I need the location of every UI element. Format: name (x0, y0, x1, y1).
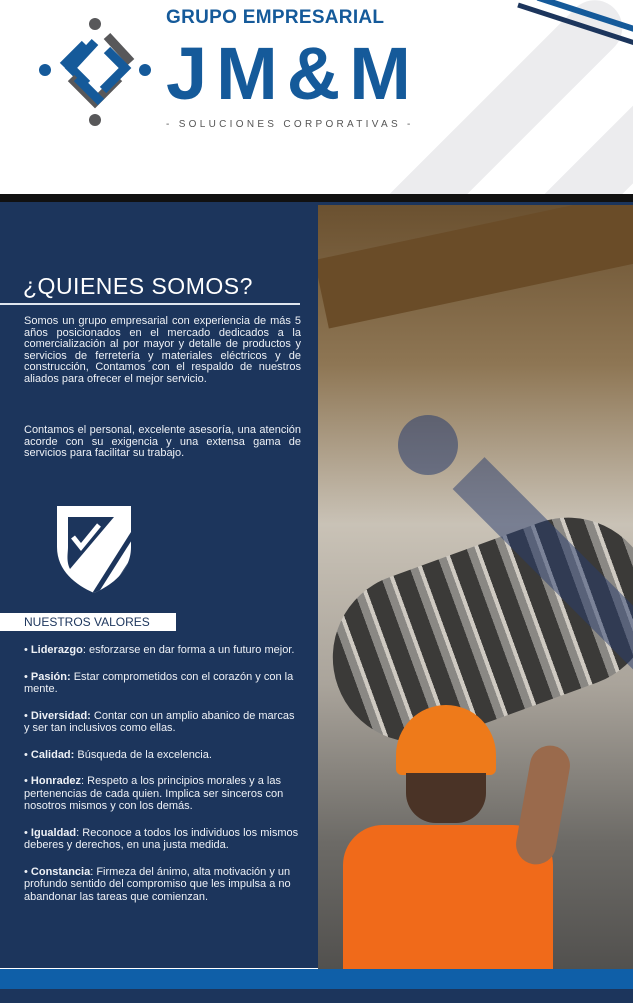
value-text: : Respeto a los principios morales y a las pertenencias de cada quien. Implica ser sinceros con nosotros mismos y con los demás. (24, 775, 284, 812)
value-name: Honradez (30, 775, 82, 787)
value-name: Igualdad (30, 826, 77, 839)
value-item: • Honradez: Respeto a los principios morales y a las pertenencias de cada quien. Implica ser sinceros con nosotros mismos y con los demás. (24, 775, 284, 812)
header (0, 0, 633, 196)
footer-stripe (0, 969, 633, 989)
brand-tagline: - SOLUCIONES CORPORATIVAS - (166, 119, 414, 130)
worker-photo (318, 205, 633, 1003)
about-paragraph: Somos un grupo empresarial con experiencia de más 5 años posicionados en el mercado dedicados a la comercialización al por mayor y detalle de productos y servicios de ferretería y materiales eléctricos y de construcción, Contamos con el respaldo de nuestros aliados para ofrecer el mejor servicio. (24, 315, 301, 385)
beam (318, 205, 633, 329)
value-name: Diversidad: (30, 709, 91, 722)
value-text: Estar comprometidos con el corazón y con la mente. (24, 670, 294, 695)
value-text: : esforzarse en dar forma a un futuro mejor. (82, 644, 295, 656)
value-item: • Calidad: Búsqueda de la excelencia. (24, 748, 212, 761)
brand-name: JM&M (166, 32, 420, 115)
title-underline (0, 303, 300, 305)
value-name: Liderazgo (30, 644, 83, 656)
logo-icon (35, 10, 155, 130)
value-text: Búsqueda de la excelencia. (74, 748, 212, 761)
decorative-circle (398, 415, 458, 475)
value-name: Constancia (30, 865, 91, 878)
shield-check-icon (54, 503, 134, 595)
footer-band (0, 989, 633, 1003)
worker-arm (513, 742, 573, 867)
about-paragraph: Contamos el personal, excelente asesoría, una atención acorde con su exigencia y una extensa gama de servicios para facilitar su trabajo. (24, 424, 301, 460)
value-text: : Reconoce a todos los individuos los mismos deberes y derechos, en una justa medida. (24, 826, 299, 851)
value-item: • Igualdad: Reconoce a todos los individuos los mismos deberes y derechos, en una justa medida. (24, 826, 299, 851)
values-list (24, 644, 302, 917)
values-label: NUESTROS VALORES (0, 613, 176, 631)
value-item: • Liderazgo: esforzarse en dar forma a un futuro mejor. (24, 644, 295, 656)
value-item: • Constancia: Firmeza del ánimo, alta motivación y un profundo sentido del compromiso que les impulsa a no abandonar las tareas que comienzan. (24, 865, 291, 903)
value-item: • Pasión: Estar comprometidos con el corazón y con la mente. (24, 670, 294, 695)
divider-band (0, 194, 633, 202)
about-title: ¿QUIENES SOMOS? (23, 273, 253, 299)
value-item: • Diversidad: Contar con un amplio abanico de marcas y ser tan inclusivos como ellas. (24, 709, 295, 734)
value-name: Pasión: (30, 670, 71, 683)
value-text: Contar con un amplio abanico de marcas y ser tan inclusivos como ellas. (24, 709, 295, 734)
brand-group-label: GRUPO EMPRESARIAL (166, 7, 385, 28)
value-name: Calidad: (30, 748, 75, 761)
value-text: : Firmeza del ánimo, alta motivación y un profundo sentido del compromiso que les impulsa a no abandonar las tareas que comienzan. (24, 865, 291, 903)
worker-head (406, 773, 486, 823)
